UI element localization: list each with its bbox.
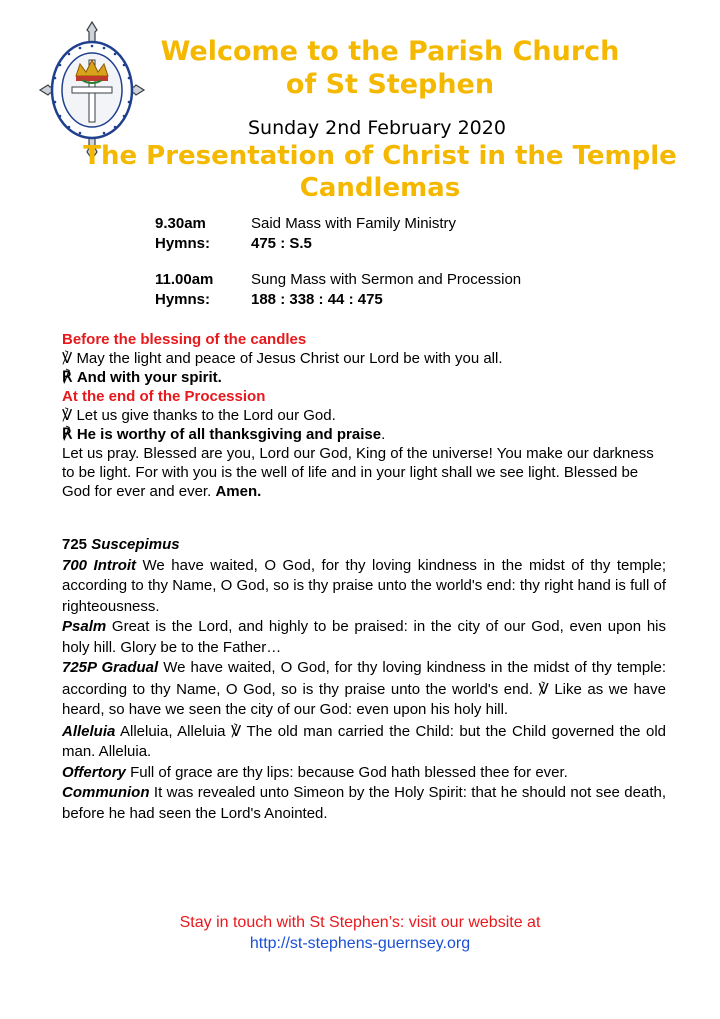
versicle-symbol: ℣: [62, 349, 73, 367]
hymn-numbers: 188 : 338 : 44 : 475: [251, 291, 383, 308]
response: [62, 368, 666, 387]
offertory-text: Full of grace are thy lips: because God hath blessed thee for ever.: [130, 763, 568, 781]
versicle-symbol: ℣: [538, 679, 549, 698]
introit-text: We have waited, O God, for thy loving kindness in the midst of thy temple; according to thy Name, O God, so is thy praise unto the world's end: thy right hand is full of righteousness.: [62, 556, 667, 615]
propers-heading: [62, 535, 666, 556]
gradual: [62, 658, 666, 721]
welcome-title-line2: of St Stephen: [285, 69, 495, 100]
alleluia-label: Alleluia: [62, 722, 116, 740]
service-time: 11.00am: [155, 271, 214, 288]
propers-number: 725: [62, 536, 88, 553]
alleluia-verse: The old man carried the Child: but the Child governed the old man. Alleluia.: [62, 722, 666, 760]
hymn-numbers: 475 : S.5: [251, 235, 312, 252]
procession-heading: At the end of the Procession: [62, 388, 266, 405]
versicle: [62, 349, 666, 368]
liturgy-section: [62, 330, 666, 501]
versicle-symbol: ℣: [62, 406, 73, 424]
versicle: [62, 406, 666, 425]
hymns-label: Hymns:: [155, 235, 211, 252]
feast-title: The Presentation of Christ in the Temple: [83, 141, 677, 171]
service-description: Said Mass with Family Ministry: [251, 215, 457, 232]
offertory: [62, 763, 666, 784]
response-symbol: ℟: [62, 425, 73, 443]
communion: [62, 783, 666, 824]
psalm-text: Great is the Lord, and highly to be praised: in the city of our God, even upon his holy hill. Glory be to the Father…: [62, 618, 666, 656]
alleluia-text: Alleluia, Alleluia: [120, 722, 226, 740]
response-text: He is worthy of all thanksgiving and praise: [76, 426, 382, 443]
gradual-verse: Like as we have heard, so have we seen the city of our God: even upon his holy hill.: [62, 680, 666, 718]
offertory-label: Offertory: [62, 763, 126, 781]
service-time: 9.30am: [155, 215, 206, 232]
response: [62, 425, 666, 444]
propers-section: [62, 535, 666, 824]
service-description: Sung Mass with Sermon and Procession: [251, 271, 522, 288]
alleluia: [62, 721, 666, 763]
response-end: .: [381, 426, 386, 443]
prayer-text: Let us pray. Blessed are you, Lord our God, King of the universe! You make our darkness to be light. For with you is the well of life and in your light shall we see light. Blessed be God for ever and ever.: [62, 445, 654, 500]
service-date: Sunday 2nd February 2020: [248, 117, 506, 139]
website-link[interactable]: http://st-stephens-guernsey.org: [249, 935, 471, 952]
gradual-label: 725P Gradual: [62, 659, 159, 676]
welcome-title: Welcome to the Parish Church: [160, 36, 620, 67]
hymns-label: Hymns:: [155, 291, 211, 308]
versicle-text: May the light and peace of Jesus Christ our Lord be with you all.: [76, 350, 503, 367]
feast-subtitle: Candlemas: [299, 173, 461, 203]
gradual-text: We have waited, O God, for thy loving kindness in the midst of thy temple: according to thy Name, O God, so is thy praise unto the world's end.: [62, 659, 667, 698]
response-symbol: ℟: [62, 368, 73, 386]
versicle-text: Let us give thanks to the Lord our God.: [76, 407, 336, 424]
psalm: [62, 617, 666, 658]
introit-label: 700 Introit: [62, 556, 137, 574]
prayer: [62, 444, 666, 501]
response-text: And with your spirit.: [76, 369, 222, 386]
prayer-amen: Amen.: [215, 483, 262, 500]
introit: [62, 556, 666, 618]
propers-name: Suscepimus: [91, 536, 180, 553]
psalm-label: Psalm: [62, 618, 107, 635]
footer-message: Stay in touch with St Stephen’s: visit our website at: [179, 914, 541, 931]
blessing-heading: Before the blessing of the candles: [62, 331, 307, 348]
versicle-symbol: ℣: [231, 721, 242, 740]
communion-label: Communion: [62, 784, 150, 801]
communion-text: It was revealed unto Simeon by the Holy Spirit: that he should not see death, before he had seen the Lord's Anointed.: [62, 784, 667, 822]
